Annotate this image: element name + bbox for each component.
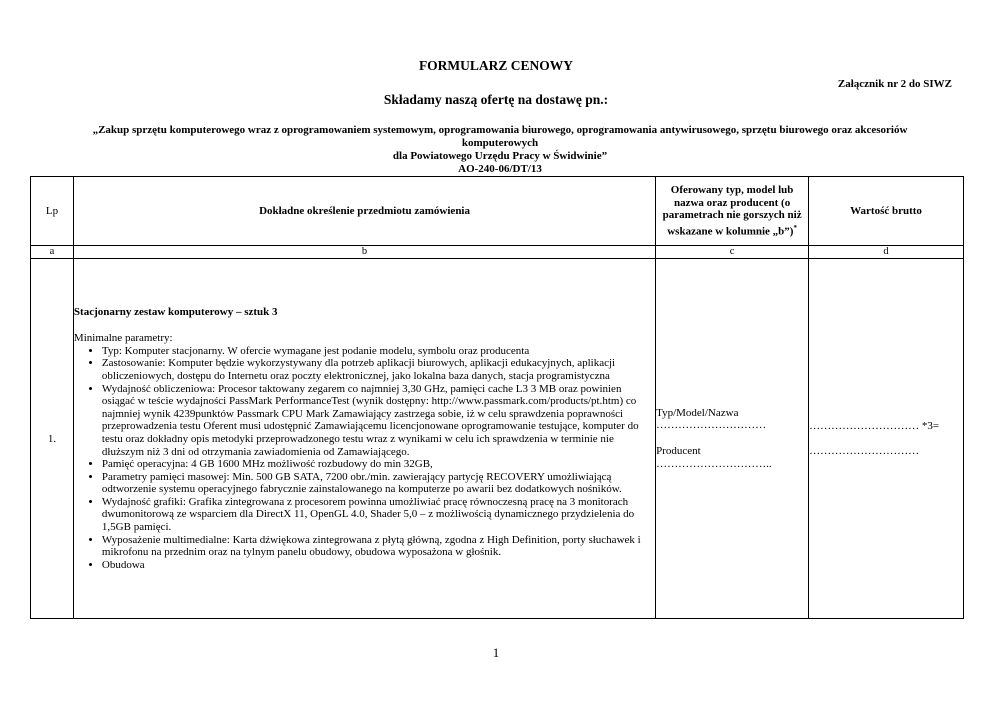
letter-b: b — [73, 246, 655, 259]
params-list — [74, 345, 655, 572]
list-item: • Parametry pamięci masowej: Min. 500 GB SATA, 7200 obr./min. zawierający partycję RECOVERY umożliwiającą odtworzenie systemu operacyjnego fabrycznie zainstalowanego na komputerze po awarii bez dodatkowych nośników. — [102, 471, 655, 496]
header-value: Wartość brutto — [809, 177, 964, 246]
table-row — [31, 259, 964, 619]
list-item: • Typ: Komputer stacjonarny. W ofercie wymagane jest podanie modelu, symbolu oraz producenta — [102, 345, 655, 358]
offered-product-cell[interactable] — [656, 259, 809, 619]
list-item: • Wydajność grafiki: Grafika zintegrowana z procesorem powinna umożliwiać pracę równoczesną pracę na 3 monitorach dwumonitorową ze wsparciem dla DirectX 11, OpenGL 4.0, Shader 5,0 – z możliwością dynamicznego przydzielenia do 1,5GB pamięci. — [102, 496, 655, 534]
column-letters-row — [31, 246, 964, 259]
list-item: • Pamięć operacyjna: 4 GB 1600 MHz możliwość rozbudowy do min 32GB, — [102, 458, 655, 471]
list-item: • Zastosowanie: Komputer będzie wykorzystywany dla potrzeb aplikacji biurowych, aplikacji edukacyjnych, aplikacji obliczeniowych, dostępu do Internetu oraz poczty elektronicznej, jako lokalna baza danych, stacja programistyczna — [102, 357, 655, 382]
annex-label: Załącznik nr 2 do SIWZ — [837, 78, 952, 90]
table-header-row — [31, 177, 964, 246]
page-number: 1 — [492, 645, 500, 660]
row-number: 1. — [31, 259, 74, 619]
offered-type-field[interactable]: ………………………… — [656, 419, 767, 432]
total-value-field[interactable]: ………………………… — [809, 444, 920, 457]
list-item: • Obudowa — [102, 559, 655, 572]
product-title: Stacjonarny zestaw komputerowy – sztuk 3 — [73, 305, 278, 318]
price-table — [30, 176, 964, 619]
header-description: Dokładne określenie przedmiotu zamówienia — [73, 177, 655, 246]
form-title: FORMULARZ CENOWY — [418, 58, 574, 73]
params-heading: Minimalne parametry: — [73, 332, 173, 345]
tender-subject — [60, 124, 940, 176]
subject-line-1: „Zakup sprzętu komputerowego wraz z oprogramowaniem systemowym, oprogramowania biurowego, oprogramowania antywirusowego, sprzętu biurowego oraz akcesoriów komputerowych — [92, 124, 908, 149]
producer-field[interactable]: ………………………….. — [656, 457, 772, 470]
offered-type-label: Typ/Model/Nazwa — [656, 406, 739, 419]
letter-c: c — [656, 246, 809, 259]
gross-value-cell[interactable] — [809, 259, 964, 619]
producer-label: Producent — [656, 445, 701, 457]
letter-a: a — [31, 246, 74, 259]
list-item: • Wydajność obliczeniowa: Procesor taktowany zegarem co najmniej 3,30 GHz, pamięci cache L3 3 MB oraz powinien osiągać w teście wydajności PassMark PerformanceTest (wynik dostępny: http://www.passmark.com/products/pt.htm) co najmniej wynik 4239punktów Passmark CPU Mark Zamawiający zastrzega sobie, iż w celu sprawdzenia poprawności przeprowadzenia testu Oferent musi udostępnić Zamawiającemu licencjonowane oprogramowanie testujące, komputer do testu oraz dokładny opis metodyki przeprowadzonego testu wraz z wynikami w celu ich sprawdzenia w terminie nie dłuższym niż 3 dni od otrzymania zawiadomienia od Zamawiającego. — [102, 383, 655, 459]
header-offered — [656, 177, 809, 246]
header-offered-asterisk: * — [793, 223, 797, 232]
reference-number: AO-240-06/DT/13 — [458, 163, 542, 175]
offer-subtitle: Składamy naszą ofertę na dostawę pn.: — [383, 92, 609, 107]
header-lp: Lp — [31, 177, 74, 246]
letter-d: d — [809, 246, 964, 259]
unit-price-field[interactable]: ………………………… *3= — [809, 419, 940, 432]
list-item: • Wyposażenie multimedialne: Karta dźwiękowa zintegrowana z płytą główną, zgodna z High Definition, porty słuchawek i mikrofonu na przednim oraz na tylnym panelu obudowy, obudowa wyposażona w głośnik. — [102, 534, 655, 559]
subject-line-2: dla Powiatowego Urzędu Pracy w Świdwinie” — [392, 150, 608, 162]
item-description — [73, 259, 655, 619]
header-offered-text: Oferowany typ, model lub nazwa oraz producent (o parametrach nie gorszych niż wskazane w kolumnie „b”) — [662, 184, 802, 238]
